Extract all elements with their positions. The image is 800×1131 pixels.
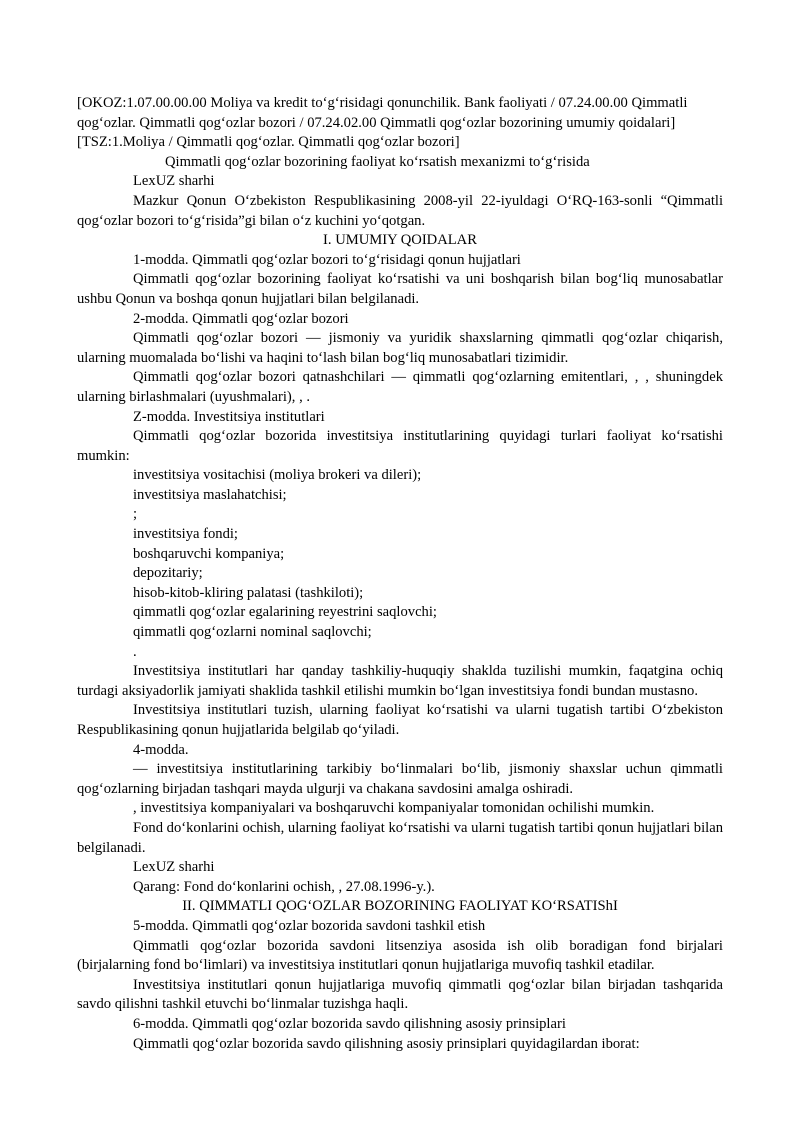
list-item: investitsiya maslahatchisi; — [133, 486, 287, 503]
list-item: qimmatli qog‘ozlar egalarining reyestrini saqlovchi; — [133, 604, 437, 621]
article-paragraph: Qimmatli qog‘ozlar bozori — jismoniy va yuridik shaxslarning qimmatli qog‘ozlar chiqarish, ularning muomalada bo‘lishi va haqini to‘lash bilan bog‘liq munosabatlari tizimidir. — [77, 330, 723, 366]
article-paragraph: Qimmatli qog‘ozlar bozorida savdo qilishning asosiy prinsiplari quyidagilardan iborat: — [133, 1035, 640, 1052]
commentary-text: Qarang: Fond do‘konlarini ochish, , 27.08.1996-y.). — [133, 878, 435, 895]
article-heading: 4-modda. — [133, 741, 189, 758]
article-paragraph: Qimmatli qog‘ozlar bozorida investitsiya institutlarining quyidagi turlari faoliyat ko‘rsatishi mumkin: — [77, 428, 723, 464]
article-paragraph: Investitsiya institutlari har qanday tashkiliy-huquqiy shaklda tuzilishi mumkin, faqatgina ochiq turdagi aksiyadorlik jamiyati shaklida tashkil etilishi mumkin bo‘lgan investitsiya fondi bundan mustasno. — [77, 663, 723, 699]
section-heading: I. UMUMIY QOIDALAR — [323, 232, 477, 249]
article-paragraph: — investitsiya institutlarining tarkibiy bo‘linmalari bo‘lib, jismoniy shaxslar uchun qimmatli qog‘ozlarning birjadan tashqari mayda ulgurji va chakana savdosini amalga oshiradi. — [77, 761, 723, 797]
section-heading: II. QIMMATLI QOG‘OZLAR BOZORINING FAOLIYAT KO‘RSATIShI — [182, 898, 618, 915]
classification-header: [OKOZ:1.07.00.00.00 Moliya va kredit to‘g‘risidagi qonunchilik. Bank faoliyati / 07.24.00.00 Qimmatli qog‘ozlar. Qimmatli qog‘ozlar bozori / 07.24.02.00 Qimmatli qog‘ozlar bozorining umumiy qoidalari][TSZ:1.Moliya / Qimmatli qog‘ozlar. Qimmatli qog‘ozlar bozori] — [77, 95, 688, 151]
article-paragraph: Qimmatli qog‘ozlar bozorida savdoni litsenziya asosida ish olib boradigan fond birjalari (birjalarning fond bo‘limlari) va investitsiya institutlari qonun hujjatlariga muvofiq tashkil etadilar. — [77, 937, 723, 974]
article-heading: 6-modda. Qimmatli qog‘ozlar bozorida savdo qilishning asosiy prinsiplari — [133, 1015, 566, 1032]
article-paragraph: , investitsiya kompaniyalari va boshqaruvchi kompaniyalar tomonidan ochilishi mumkin. — [133, 800, 655, 817]
article-heading: 2-modda. Qimmatli qog‘ozlar bozori — [133, 310, 349, 327]
document-title: Qimmatli qog‘ozlar bozorining faoliyat ko‘rsatish mexanizmi to‘g‘risida — [165, 153, 590, 170]
article-paragraph: Investitsiya institutlari tuzish, ularning faoliyat ko‘rsatishi va ularni tugatish tartibi O‘zbekiston Respublikasining qonun hujjatlarida belgilab qo‘yiladi. — [77, 702, 723, 738]
list-item: investitsiya vositachisi (moliya brokeri va dileri); — [133, 467, 422, 484]
article-paragraph: Qimmatli qog‘ozlar bozorining faoliyat ko‘rsatishi va uni boshqarish bilan bog‘liq munosabatlar ushbu Qonun va boshqa qonun hujjatlari bilan belgilanadi. — [77, 271, 723, 307]
list-item: investitsiya fondi; — [133, 526, 238, 543]
article-heading: 1-modda. Qimmatli qog‘ozlar bozori to‘g‘risidagi qonun hujjatlari — [133, 251, 521, 268]
list-item: boshqaruvchi kompaniya; — [133, 545, 285, 562]
article-heading: 5-modda. Qimmatli qog‘ozlar bozorida savdoni tashkil etish — [133, 917, 486, 934]
list-item: qimmatli qog‘ozlarni nominal saqlovchi; — [133, 624, 372, 641]
article-paragraph: Qimmatli qog‘ozlar bozori qatnashchilari — qimmatli qog‘ozlarning emitentlari, , , shuningdek ularning birlashmalari (uyushmalari), , . — [77, 369, 723, 405]
article-paragraph: Investitsiya institutlari qonun hujjatlariga muvofiq qimmatli qog‘ozlar bilan birjadan tashqarida savdo qilishni tashkil etuvchi bo‘linmalar tuzishga haqli. — [77, 976, 723, 1013]
commentary-label[interactable]: LexUZ sharhi — [133, 173, 215, 190]
list-item: depozitariy; — [133, 565, 203, 582]
list-item: ; — [133, 506, 138, 523]
list-item: . — [133, 643, 137, 660]
article-heading: Z-modda. Investitsiya institutlari — [133, 408, 325, 425]
commentary-text: Mazkur Qonun O‘zbekiston Respublikasining 2008-yil 22-iyuldagi O‘RQ-163-sonli “Qimmatli qog‘ozlar bozori to‘g‘risida”gi bilan o‘z kuchini yo‘qotgan. — [77, 192, 723, 229]
article-paragraph: Fond do‘konlarini ochish, ularning faoliyat ko‘rsatishi va ularni tugatish tartibi qonun hujjatlari bilan belgilanadi. — [77, 819, 723, 856]
list-item: hisob-kitob-kliring palatasi (tashkiloti); — [133, 584, 364, 601]
commentary-label[interactable]: LexUZ sharhi — [133, 859, 215, 876]
